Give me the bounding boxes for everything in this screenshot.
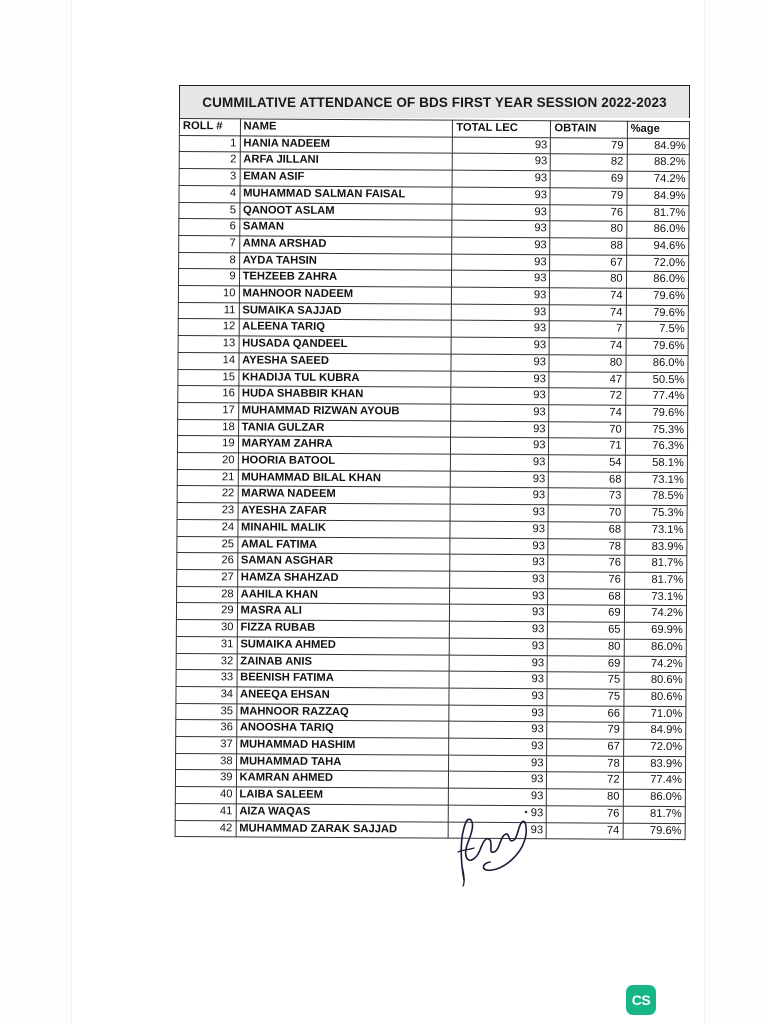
total-lec-cell: 93 — [449, 772, 547, 789]
name-cell: SAMAN ASGHAR — [237, 553, 450, 571]
percentage-cell: 75.3% — [625, 505, 687, 522]
total-lec-cell: 93 — [450, 521, 548, 538]
roll-cell: 12 — [178, 319, 239, 336]
name-cell: HUSADA QANDEEL — [239, 336, 452, 354]
name-cell: AMAL FATIMA — [237, 536, 450, 554]
name-cell: HANIA NADEEM — [240, 136, 453, 154]
obtain-cell: 76 — [548, 572, 624, 589]
total-lec-cell: 93 — [451, 454, 549, 471]
roll-cell: 1 — [179, 135, 240, 152]
percentage-cell: 94.6% — [626, 238, 688, 255]
name-cell: SUMAIKA SAJJAD — [239, 303, 452, 321]
name-cell: AAHILA KHAN — [237, 587, 450, 605]
obtain-cell: 69 — [548, 655, 624, 672]
column-header-total-lec: TOTAL LEC — [453, 120, 551, 137]
roll-cell: 39 — [175, 770, 236, 787]
percentage-cell: 86.0% — [623, 789, 685, 806]
total-lec-cell: 93 — [450, 571, 548, 588]
total-lec-cell: 93 — [450, 488, 548, 505]
percentage-cell: 74.2% — [624, 656, 686, 673]
percentage-cell: 73.1% — [625, 472, 687, 489]
total-lec-cell: 93 — [449, 688, 547, 705]
total-lec-cell: 93 — [452, 254, 550, 271]
total-lec-cell: 93 — [452, 154, 550, 171]
obtain-cell: 76 — [547, 806, 623, 823]
obtain-cell: 74 — [549, 405, 625, 422]
percentage-cell: 58.1% — [625, 455, 687, 472]
name-cell: AMNA ARSHAD — [239, 236, 452, 254]
roll-cell: 3 — [179, 169, 240, 186]
obtain-cell: 78 — [548, 538, 624, 555]
total-lec-cell: 93 — [451, 471, 549, 488]
signature-icon — [450, 806, 540, 888]
name-cell: ALEENA TARIQ — [239, 319, 452, 337]
roll-cell: 28 — [177, 586, 238, 603]
total-lec-cell: 93 — [450, 554, 548, 571]
percentage-cell: 80.6% — [624, 672, 686, 689]
percentage-cell: 83.9% — [624, 539, 686, 556]
name-cell: MUHAMMAD TAHA — [236, 754, 449, 772]
roll-cell: 24 — [177, 519, 238, 536]
total-lec-cell: 93 — [451, 438, 549, 455]
roll-cell: 40 — [175, 787, 236, 804]
obtain-cell: 68 — [548, 522, 624, 539]
name-cell: MUHAMMAD ZARAK SAJJAD — [236, 820, 449, 838]
total-lec-cell: 93 — [448, 822, 546, 839]
sheet-title: CUMMILATIVE ATTENDANCE OF BDS FIRST YEAR SESSION 2022-2023 — [179, 85, 690, 118]
percentage-cell: 74.2% — [624, 606, 686, 623]
percentage-cell: 79.6% — [626, 305, 688, 322]
percentage-cell: 72.0% — [626, 255, 688, 272]
roll-cell: 41 — [175, 803, 236, 820]
scanned-page — [72, 0, 704, 1024]
roll-cell: 23 — [177, 503, 238, 520]
total-lec-cell: 93 — [449, 805, 547, 822]
roll-cell: 15 — [178, 369, 239, 386]
total-lec-cell: 93 — [452, 220, 550, 237]
total-lec-cell: 93 — [451, 337, 549, 354]
total-lec-cell: 93 — [452, 170, 550, 187]
total-lec-cell: 93 — [451, 321, 549, 338]
roll-cell: 18 — [178, 419, 239, 436]
name-cell: SUMAIKA AHMED — [237, 637, 450, 655]
roll-cell: 19 — [177, 436, 238, 453]
roll-cell: 34 — [176, 686, 237, 703]
attendance-table — [175, 118, 690, 840]
percentage-cell: 86.0% — [626, 221, 688, 238]
name-cell: MARWA NADEEM — [238, 486, 451, 504]
total-lec-cell: 93 — [449, 671, 547, 688]
name-cell: AYESHA SAEED — [239, 353, 452, 371]
attendance-sheet — [179, 85, 690, 837]
name-cell: EMAN ASIF — [240, 169, 453, 187]
percentage-cell: 81.7% — [627, 205, 689, 222]
column-header-obtain: OBTAIN — [551, 121, 627, 138]
name-cell: MAHNOOR NADEEM — [239, 286, 452, 304]
name-cell: TANIA GULZAR — [238, 420, 451, 438]
name-cell: MUHAMMAD SALMAN FAISAL — [240, 186, 453, 204]
percentage-cell: 76.3% — [625, 439, 687, 456]
name-cell: MARYAM ZAHRA — [238, 436, 451, 454]
total-lec-cell: 93 — [452, 270, 550, 287]
roll-cell: 6 — [179, 219, 240, 236]
name-cell: KHADIJA TUL KUBRA — [238, 369, 451, 387]
roll-cell: 17 — [178, 402, 239, 419]
percentage-cell: 81.7% — [623, 806, 685, 823]
name-cell: FIZZA RUBAB — [237, 620, 450, 638]
total-lec-cell: 93 — [449, 721, 547, 738]
percentage-cell: 77.4% — [623, 773, 685, 790]
name-cell: MUHAMMAD BILAL KHAN — [238, 470, 451, 488]
obtain-cell: 80 — [550, 221, 626, 238]
roll-cell: 38 — [176, 753, 237, 770]
percentage-cell: 78.5% — [625, 489, 687, 506]
total-lec-cell: 93 — [450, 504, 548, 521]
roll-cell: 31 — [176, 636, 237, 653]
obtain-cell: 69 — [551, 171, 627, 188]
name-cell: SAMAN — [239, 219, 452, 237]
name-cell: TEHZEEB ZAHRA — [239, 269, 452, 287]
obtain-cell: 80 — [548, 639, 624, 656]
total-lec-cell: 93 — [449, 655, 547, 672]
percentage-cell: 77.4% — [625, 388, 687, 405]
obtain-cell: 71 — [549, 438, 625, 455]
obtain-cell: 79 — [547, 722, 623, 739]
obtain-cell: 47 — [549, 371, 625, 388]
obtain-cell: 80 — [550, 271, 626, 288]
roll-cell: 5 — [179, 202, 240, 219]
roll-cell: 11 — [178, 302, 239, 319]
roll-cell: 2 — [179, 152, 240, 169]
roll-cell: 36 — [176, 720, 237, 737]
percentage-cell: 79.6% — [625, 405, 687, 422]
roll-cell: 35 — [176, 703, 237, 720]
obtain-cell: 76 — [548, 555, 624, 572]
name-cell: MINAHIL MALIK — [238, 520, 451, 538]
name-cell: BEENISH FATIMA — [237, 670, 450, 688]
total-lec-cell: 93 — [449, 788, 547, 805]
total-lec-cell: 93 — [451, 421, 549, 438]
total-lec-cell: 93 — [451, 387, 549, 404]
obtain-cell: 67 — [550, 254, 626, 271]
percentage-cell: 80.6% — [624, 689, 686, 706]
name-cell: QANOOT ASLAM — [239, 202, 452, 220]
name-cell: AYESHA ZAFAR — [238, 503, 451, 521]
percentage-cell: 75.3% — [625, 422, 687, 439]
percentage-cell: 50.5% — [626, 372, 688, 389]
percentage-cell: 81.7% — [624, 556, 686, 573]
camscanner-logo-label: CS — [631, 992, 651, 1008]
obtain-cell: 69 — [548, 605, 624, 622]
percentage-cell: 81.7% — [624, 572, 686, 589]
name-cell: AIZA WAQAS — [236, 804, 449, 822]
roll-cell: 27 — [177, 569, 238, 586]
obtain-cell: 79 — [551, 137, 627, 154]
name-cell: ANOOSHA TARIQ — [236, 720, 449, 738]
name-cell: ANEEQA EHSAN — [237, 687, 450, 705]
percentage-cell: 7.5% — [626, 322, 688, 339]
total-lec-cell: 93 — [452, 237, 550, 254]
column-header-name: NAME — [240, 119, 453, 137]
roll-cell: 21 — [177, 469, 238, 486]
name-cell: AYDA TAHSIN — [239, 252, 452, 270]
name-cell: MAHNOOR RAZZAQ — [236, 703, 449, 721]
total-lec-cell: 93 — [450, 638, 548, 655]
obtain-cell: 75 — [547, 672, 623, 689]
roll-cell: 42 — [175, 820, 236, 837]
name-cell: ARFA JILLANI — [240, 152, 453, 170]
roll-cell: 16 — [178, 386, 239, 403]
total-lec-cell: 93 — [452, 187, 550, 204]
roll-cell: 29 — [176, 603, 237, 620]
percentage-cell: 73.1% — [624, 589, 686, 606]
percentage-cell: 86.0% — [626, 272, 688, 289]
obtain-cell: 70 — [548, 505, 624, 522]
roll-cell: 8 — [179, 252, 240, 269]
obtain-cell: 80 — [547, 789, 623, 806]
total-lec-cell: 93 — [450, 588, 548, 605]
total-lec-cell: 93 — [450, 538, 548, 555]
obtain-cell: 80 — [549, 355, 625, 372]
table-body — [175, 135, 689, 840]
total-lec-cell: 93 — [452, 287, 550, 304]
obtain-cell: 74 — [550, 288, 626, 305]
percentage-cell: 88.2% — [627, 155, 689, 172]
obtain-cell: 65 — [548, 622, 624, 639]
obtain-cell: 79 — [550, 188, 626, 205]
roll-cell: 14 — [178, 352, 239, 369]
obtain-cell: 66 — [547, 705, 623, 722]
table-row — [175, 820, 685, 840]
percentage-cell: 71.0% — [623, 706, 685, 723]
camscanner-logo-icon — [626, 985, 656, 1015]
roll-cell: 22 — [177, 486, 238, 503]
roll-cell: 26 — [177, 553, 238, 570]
obtain-cell: 68 — [549, 472, 625, 489]
percentage-cell: 84.9% — [627, 138, 689, 155]
name-cell: HAMZA SHAHZAD — [237, 570, 450, 588]
percentage-cell: 83.9% — [623, 756, 685, 773]
total-lec-cell: 93 — [452, 204, 550, 221]
total-lec-cell: 93 — [449, 755, 547, 772]
obtain-cell: 78 — [547, 755, 623, 772]
obtain-cell: 7 — [550, 321, 626, 338]
percentage-cell: 72.0% — [623, 739, 685, 756]
total-lec-cell: 93 — [449, 705, 547, 722]
name-cell: MUHAMMAD RIZWAN AYOUB — [238, 403, 451, 421]
percentage-cell: 73.1% — [625, 522, 687, 539]
obtain-cell: 74 — [547, 822, 623, 839]
percentage-cell: 86.0% — [626, 355, 688, 372]
total-lec-cell: 93 — [450, 605, 548, 622]
obtain-cell: 54 — [549, 455, 625, 472]
obtain-cell: 82 — [551, 154, 627, 171]
roll-cell: 25 — [177, 536, 238, 553]
obtain-cell: 68 — [548, 588, 624, 605]
obtain-cell: 74 — [550, 338, 626, 355]
obtain-cell: 72 — [547, 772, 623, 789]
name-cell: LAIBA SALEEM — [236, 787, 449, 805]
name-cell: HOORIA BATOOL — [238, 453, 451, 471]
roll-cell: 20 — [177, 453, 238, 470]
roll-cell: 10 — [178, 286, 239, 303]
percentage-cell: 86.0% — [624, 639, 686, 656]
percentage-cell: 79.6% — [626, 288, 688, 305]
percentage-cell: 79.6% — [623, 823, 685, 840]
percentage-cell: 79.6% — [626, 338, 688, 355]
obtain-cell: 75 — [547, 689, 623, 706]
name-cell: KAMRAN AHMED — [236, 770, 449, 788]
roll-cell: 9 — [178, 269, 239, 286]
roll-cell: 7 — [179, 235, 240, 252]
total-lec-cell: 93 — [450, 621, 548, 638]
roll-cell: 32 — [176, 653, 237, 670]
obtain-cell: 76 — [550, 204, 626, 221]
total-lec-cell: 93 — [451, 354, 549, 371]
obtain-cell: 72 — [549, 388, 625, 405]
name-cell: ZAINAB ANIS — [237, 653, 450, 671]
roll-cell: 37 — [176, 737, 237, 754]
total-lec-cell: 93 — [449, 738, 547, 755]
column-header-roll: ROLL # — [179, 119, 240, 136]
roll-cell: 13 — [178, 336, 239, 353]
total-lec-cell: 93 — [453, 137, 551, 154]
total-lec-cell: 93 — [451, 404, 549, 421]
percentage-cell: 84.9% — [627, 188, 689, 205]
obtain-cell: 73 — [549, 488, 625, 505]
obtain-cell: 88 — [550, 238, 626, 255]
column-header-percentage: %age — [627, 121, 689, 138]
name-cell: MASRA ALI — [237, 603, 450, 621]
name-cell: HUDA SHABBIR KHAN — [238, 386, 451, 404]
obtain-cell: 74 — [550, 305, 626, 322]
obtain-cell: 70 — [549, 421, 625, 438]
percentage-cell: 74.2% — [627, 171, 689, 188]
total-lec-cell: 93 — [452, 304, 550, 321]
percentage-cell: 84.9% — [623, 723, 685, 740]
name-cell: MUHAMMAD HASHIM — [236, 737, 449, 755]
roll-cell: 4 — [179, 185, 240, 202]
roll-cell: 30 — [176, 620, 237, 637]
roll-cell: 33 — [176, 670, 237, 687]
total-lec-cell: 93 — [451, 371, 549, 388]
obtain-cell: 67 — [547, 739, 623, 756]
percentage-cell: 69.9% — [624, 622, 686, 639]
